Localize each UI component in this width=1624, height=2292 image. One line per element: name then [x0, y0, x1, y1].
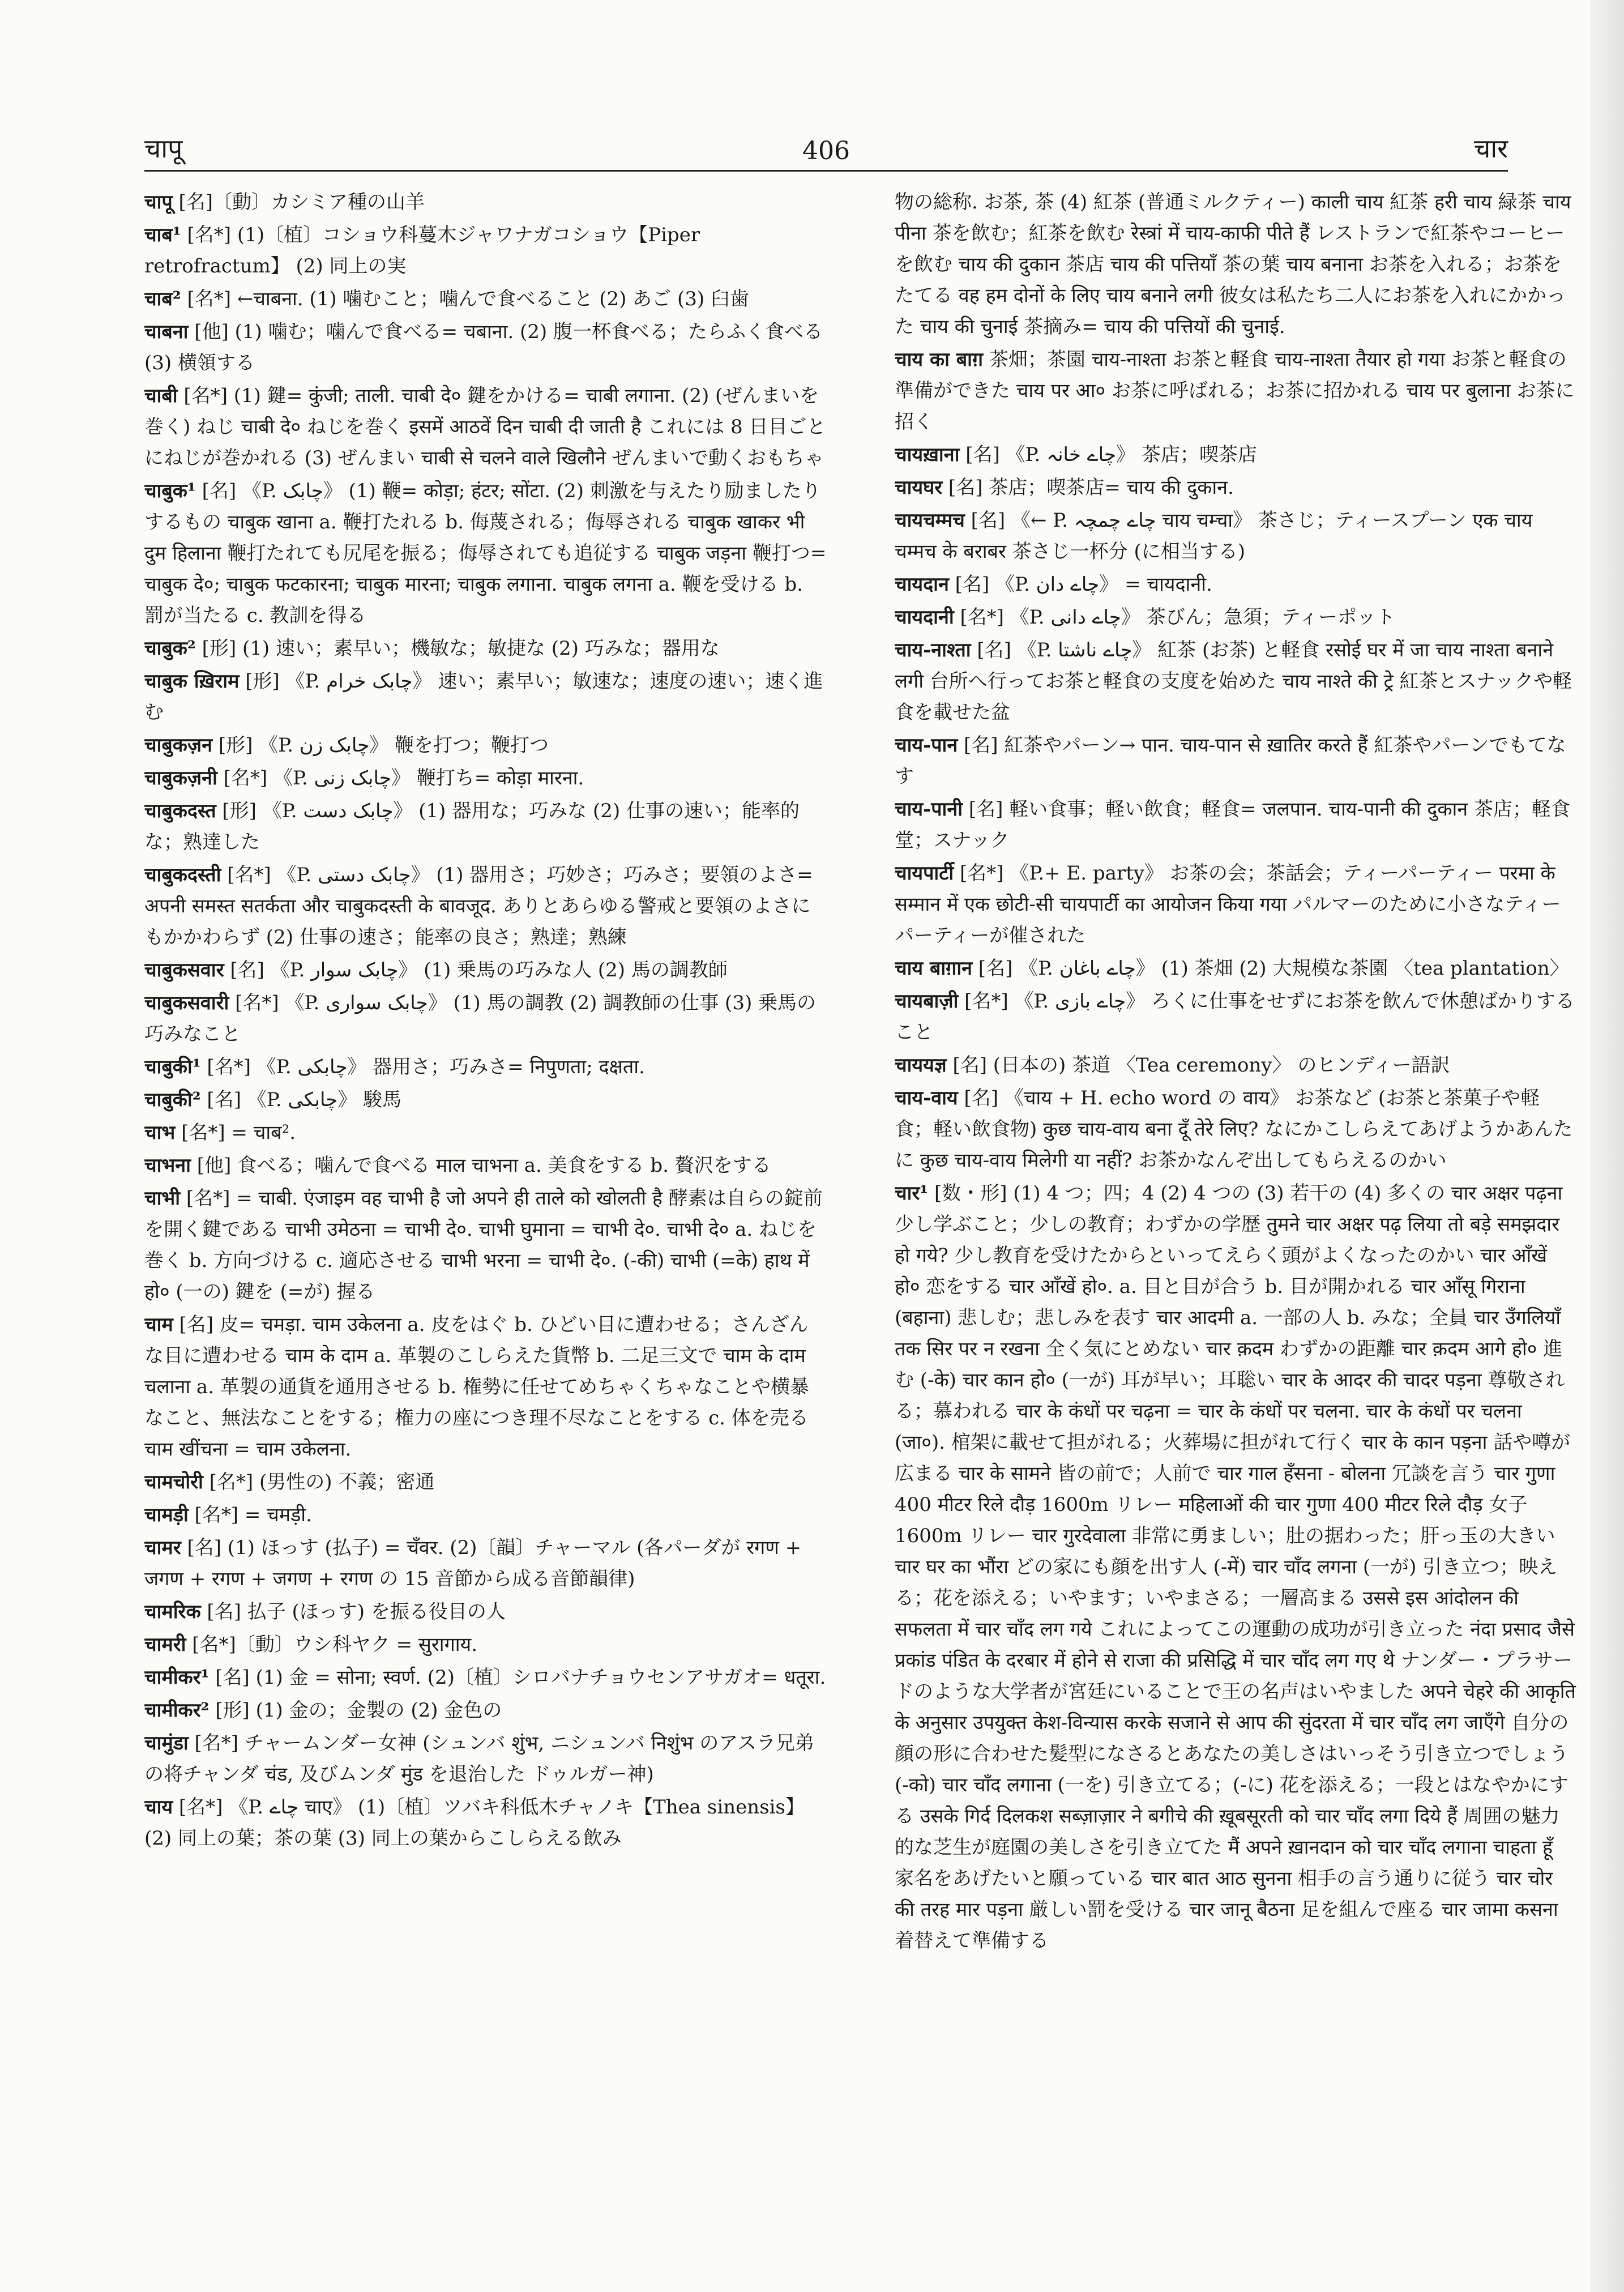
dictionary-entry	[144, 1150, 827, 1181]
entry-headword: चामड़ी	[144, 1504, 189, 1526]
dictionary-entry	[895, 472, 1577, 503]
entry-headword: चाबुकसवार	[144, 959, 224, 981]
entry-headword: चायबाज़ी	[895, 990, 959, 1013]
entry-definition: [名*] = चाब².	[175, 1121, 296, 1144]
entry-headword: चापू	[144, 191, 173, 214]
entry-definition: [名] 紅茶やパーン→ पान. चाय-पान से ख़ातिर करते हैं 紅茶やパーンでもてなす	[895, 734, 1566, 788]
dictionary-entry	[144, 1467, 827, 1498]
right-column	[895, 187, 1577, 2277]
dictionary-entry	[144, 1052, 827, 1083]
page-edge	[1590, 0, 1624, 2292]
dictionary-entry	[895, 1178, 1577, 1957]
entry-definition: [他] (1) 噛む；噛んで食べる= चबाना. (2) 腹一杯食べる；たらふく食べる (3) 横領する	[144, 321, 823, 374]
entry-definition: [名] (日本の) 茶道 〈Tea ceremony〉 のヒンディー語訳	[946, 1054, 1450, 1077]
dictionary-entry	[895, 953, 1577, 984]
entry-headword: चायदानी	[895, 606, 954, 629]
entry-definition: [名] 払子 (ほっす) を振る役目の人	[200, 1600, 506, 1623]
entry-headword: चाबुकज़नी	[144, 767, 217, 789]
dictionary-entry	[144, 860, 827, 953]
dictionary-entry	[895, 602, 1577, 633]
dictionary-entry	[144, 1085, 827, 1116]
entry-headword: चाय का बाग़	[895, 348, 984, 371]
entry-definition: [名] (1) ほっす (払子) = चँवर. (2)〔韻〕チャーマル (各パーダが रगण + जगण + रगण + जगण + रगण の 15 音節から成る音節韻律)	[144, 1536, 802, 1590]
page-number: 406	[802, 136, 850, 165]
entry-headword: चाबुकसवारी	[144, 992, 229, 1014]
entry-definition: [名] 《P. چاے باغان》 (1) 茶畑 (2) 大規模な茶園 〈tea plantation〉	[972, 957, 1569, 980]
entry-definition: [名] 《P. چاے ناشتا》 紅茶 (お茶) と軽食 रसोई घर में जा चाय नाश्ता बनाने लगी 台所へ行ってお茶と軽食の支度を始めた चाय नाश्ते की ट्रे 紅茶とスナックや軽食を載せた盆	[895, 639, 1572, 724]
entry-headword: चाबुक²	[144, 637, 196, 660]
dictionary-entry	[144, 763, 827, 794]
entry-definition: [名*] = चमड़ी.	[188, 1504, 312, 1526]
left-column	[144, 187, 827, 2277]
entry-headword: चायचम्मच	[895, 509, 965, 532]
dictionary-entry	[144, 633, 827, 664]
entry-headword: चामर	[144, 1536, 181, 1559]
entry-definition: [名] 《P. چابک سوار》 (1) 乗馬の巧みな人 (2) 馬の調教師	[224, 959, 728, 981]
entry-headword: चायपार्टी	[895, 862, 954, 885]
dictionary-entry	[895, 569, 1577, 600]
entry-definition: [名*] 《P. چابک زنی》 鞭打ち= कोड़ा मारना.	[217, 767, 584, 789]
dictionary-entry	[144, 220, 827, 282]
entry-headword: चायघर	[895, 476, 943, 499]
entry-headword: चामुंडा	[144, 1732, 189, 1755]
entry-definition: 物の総称. お茶, 茶 (4) 紅茶 (普通ミルクティー) काली चाय 紅茶 हरी चाय 緑茶 चाय पीना 茶を飲む；紅茶を飲む रेस्त्रां में चाय-काफी पीते हैं レストランで紅茶やコーヒーを飲む चाय की दुकान 茶店 चाय की पत्तियाँ 茶の葉 चाय बनाना お茶を入れる；お茶をたてる वह हम दोनों के लिए चाय बनाने लगी 彼女は私たち二人にお茶を入れにかかった चाय की चुनाई 茶摘み= चाय की पत्तियों की चुनाई.	[895, 191, 1571, 338]
entry-definition: [名*] チャームンダー女神 (シュンバ शुंभ, ニシュンバ निशुंभ のアスラ兄弟の将チャンダ चंड, 及びムンダ मुंड を退治した ドゥルガー神)	[144, 1732, 814, 1786]
dictionary-entry	[144, 187, 827, 218]
entry-headword: चाय	[144, 1796, 173, 1819]
dictionary-entry	[144, 476, 827, 631]
entry-headword: चाब¹	[144, 224, 181, 246]
entry-headword: चाबना	[144, 321, 189, 343]
entry-headword: चाबुक ख़िराम	[144, 670, 240, 693]
entry-headword: चाबुकदस्त	[144, 800, 216, 822]
dictionary-entry	[144, 666, 827, 728]
entry-definition: [形] 《P. چابک خرام》 速い；素早い；敏速な；速度の速い；速く進む	[144, 670, 823, 724]
entry-definition: [名*] (1)〔植〕コショウ科蔓木ジャワナガコショウ【Piper retrofractum】 (2) 同上の実	[144, 224, 700, 278]
entry-definition: [名]〔動〕カシミア種の山羊	[172, 191, 425, 214]
entry-definition: [他] 食べる；噛んで食べる माल चाभना a. 美食をする b. 贅沢をする	[190, 1154, 771, 1177]
dictionary-entry	[144, 955, 827, 986]
dictionary-entry	[144, 1117, 827, 1149]
entry-definition: [名*] 《P. چابکی》 器用さ；巧みさ= निपुणता; दक्षता.	[200, 1056, 645, 1078]
entry-definition: [形] 《P. چابک دست》 (1) 器用な；巧みな (2) 仕事の速い；能率的な；熟達した	[144, 800, 800, 853]
entry-definition: [名*] 《P. چاے دانی》 茶びん；急須；ティーポット	[954, 606, 1395, 629]
entry-headword: चायख़ाना	[895, 443, 960, 466]
entry-headword: चार¹	[895, 1182, 929, 1205]
dictionary-entry	[895, 794, 1577, 856]
entry-definition: [名] 《P. چابکی》 駿馬	[200, 1089, 402, 1111]
dictionary-entry	[895, 986, 1577, 1048]
entry-headword: चामीकर¹	[144, 1666, 210, 1689]
dictionary-entry	[895, 187, 1577, 343]
dictionary-entry	[144, 1309, 827, 1465]
entry-definition: [名*] 《P. چابک دستی》 (1) 器用さ；巧妙さ；巧みさ；要領のよさ= अपनी समस्त सतर्कता और चाबुकदस्ती के बावजूद. ありとあらゆる警戒と要領のよさにもかかわらず (2) 仕事の速さ；能率の良さ；熟達；熟練	[144, 864, 813, 949]
dictionary-entry	[895, 730, 1577, 792]
entry-headword: चाय-पान	[895, 734, 958, 757]
entry-definition: [名*] (1) 鍵= कुंजी; ताली. चाबी दे० 鍵をかける= चाबी लगाना. (2) (ぜんまいを巻く) ねじ चाबी दे० ねじを巻く इसमें आठवें दिन चाबी दी जाती है これには 8 日目ごとにねじが巻かれる (3) ぜんまい चाबी से चलने वाले खिलौने ぜんまいで動くおもちゃ	[144, 385, 826, 470]
entry-headword: चाबुकज़न	[144, 734, 213, 757]
entry-definition: 茶畑；茶園 चाय-नाश्ता お茶と軽食 चाय-नाश्ता तैयार हो गया お茶と軽食の準備ができた चाय पर आ० お茶に呼ばれる；お茶に招かれる चाय पर बुलाना お茶に招く	[895, 348, 1575, 433]
entry-headword: चाब²	[144, 288, 181, 310]
entry-headword: चाबुक¹	[144, 480, 196, 502]
entry-headword: चाबुकी²	[144, 1089, 201, 1111]
dictionary-entry	[144, 317, 827, 379]
dictionary-entry	[144, 730, 827, 761]
entry-definition: [名] 《P. چاے خانہ》 茶店；喫茶店	[959, 443, 1257, 466]
entry-definition: [名*]〔動〕ウシ科ヤク = सुरागाय.	[186, 1633, 478, 1656]
dictionary-entry	[144, 988, 827, 1050]
entry-headword: चाबुकी¹	[144, 1056, 201, 1078]
entry-definition: [名] 《← P. چاے چمچہ चाय चम्चा》 茶さじ；ティースプーン एक चाय चम्मच के बराबर 茶さじ一杯分 (に相当する)	[895, 509, 1533, 563]
entry-headword: चाययज्ञ	[895, 1054, 947, 1077]
dictionary-entry	[895, 1050, 1577, 1081]
dictionary-entry	[144, 1500, 827, 1531]
dictionary-entry	[895, 439, 1577, 471]
dictionary-entry	[144, 1695, 827, 1726]
entry-definition: [名] 《P. چاے دان》 = चायदानी.	[948, 573, 1212, 596]
entry-headword: चाभी	[144, 1187, 181, 1210]
entry-definition: [名*] 《P. چاے بازی》 ろくに仕事をせずにお茶を飲んで休憩ばかりすること	[895, 990, 1575, 1044]
dictionary-entry	[144, 381, 827, 474]
entry-headword: चाय-वाय	[895, 1087, 958, 1109]
entry-definition: [名] 茶店；喫茶店= चाय की दुकान.	[942, 476, 1234, 499]
entry-definition: [名] (1) 金 = सोना; स्वर्ण. (2)〔植〕シロバナチョウセンアサガオ= धतूरा.	[209, 1666, 826, 1689]
entry-definition: [名] 《चाय + H. echo word の वाय》 お茶など (お茶と茶菓子や軽食；軽い飲食物) कुछ चाय-वाय बना दूँ तेरे लिए? なにかこしらえてあげようかあんたに कुछ चाय-वाय मिलेगी या नहीं? お茶かなんぞ出してもらえるのかい	[895, 1087, 1573, 1172]
dictionary-entry	[895, 858, 1577, 951]
entry-headword: चाय-नाश्ता	[895, 639, 971, 661]
entry-headword: चामचोरी	[144, 1471, 203, 1493]
page-header	[144, 116, 1508, 172]
dictionary-entry	[144, 1728, 827, 1790]
dictionary-entry	[144, 284, 827, 315]
entry-headword: चामरी	[144, 1633, 186, 1656]
entry-headword: चाम	[144, 1313, 173, 1336]
entry-definition: [名*] 《P. چابک سواری》 (1) 馬の調教 (2) 調教師の仕事 (3) 乗馬の巧みなこと	[144, 992, 817, 1045]
entry-headword: चायदान	[895, 573, 949, 596]
entry-definition: [形] 《P. چابک زن》 鞭を打つ；鞭打つ	[212, 734, 549, 757]
entry-headword: चाभ	[144, 1121, 176, 1144]
entry-definition: [名*] (男性の) 不義；密通	[203, 1471, 435, 1493]
entry-headword: चाभना	[144, 1154, 191, 1177]
dictionary-entry	[144, 1183, 827, 1308]
dictionary-entry	[895, 505, 1577, 567]
entry-definition: [名*] 《P.+ E. party》 お茶の会；茶話会；ティーパーティー परमा के सम्मान में एक छोटी-सी चायपार्टी का आयोजन किया गया パルマーのために小さなティーパーティーが催された	[895, 862, 1561, 947]
dictionary-entry	[144, 1662, 827, 1693]
entry-definition: [形] (1) 速い；素早い；機敏な；敏捷な (2) 巧みな；器用な	[195, 637, 720, 660]
entry-headword: चामीकर²	[144, 1699, 210, 1722]
dictionary-entry	[895, 1083, 1577, 1176]
entry-definition: [名] 《P. چابک》 (1) 鞭= कोड़ा; हंटर; सोंटा. (2) 刺激を与えたり励ましたりするもの चाबुक खाना a. 鞭打たれる b. 侮蔑される；侮辱される चाबुक खाकर भी दुम हिलाना 鞭打たれても尻尾を振る；侮辱されても追従する चाबुक जड़ना 鞭打つ= चाबुक दे०; चाबुक फटकारना; चाबुक मारना; चाबुक लगाना. चाबुक लगना a. 鞭を受ける b. 罰が当たる c. 教訓を得る	[144, 480, 827, 627]
dictionary-entry	[895, 344, 1577, 438]
entry-definition: [数・形] (1) 4 つ；四；4 (2) 4 つの (3) 若干の (4) 多くの चार अक्षर पढ़ना 少し学ぶこと；少しの教育；わずかの学歴 तुमने चार अक्षर पढ़ लिया तो बड़े समझदार हो गये? 少し教育を受けたからといってえらく頭がよくなったのかい चार आँखें हो० 恋をする चार आँखें हो०. a. 目と目が合う b. 目が開かれる चार आँसू गिराना (बहाना) 悲しむ；悲しみを表す चार आदमी a. 一部の人 b. みな；全員 चार उँगलियाँ तक सिर पर न रखना 全く気にとめない चार क़दम わずかの距離 चार क़दम आगे हो० 進む (-के) चार कान हो० (一が) 耳が早い；耳聡い चार के आदर की चादर पड़ना 尊敬される；慕われる चार के कंधों पर चढ़ना = चार के कंधों पर चलना. चार के कंधों पर चलना (जा०). 棺架に載せて担がれる；火葬場に担がれて行く चार के कान पड़ना 話や噂が広まる चार के सामने 皆の前で；人前で चार गाल हँसना - बोलना 冗談を言う चार गुणा 400 मीटर रिले दौड़ 1600m リレー महिलाओं की चार गुणा 400 मीटर रिले दौड़ 女子 1600m リレー चार गुरदेवाला 非常に勇ましい；肚の据わった；肝っ玉の大きい चार घर का भौंरा どの家にも顔を出す人 (-में) चार चाँद लगना (一が) 引き立つ；映える；花を添える；いやます；いやまさる；一層高まる उससे इस आंदोलन की सफलता में चार चाँद लग गये これによってこの運動の成功が引き立った नंदा प्रसाद जैसे प्रकांड पंडित के दरबार में होने से राजा की प्रसिद्धि में चार चाँद लग गए थे ナンダー・プラサードのような大学者が宮廷にいることで王の名声はいやました अपने चेहरे की आकृति के अनुसार उपयुक्त केश-विन्यास करके सजाने से आप की सुंदरता में चार चाँद लग जाएँगे 自分の顔の形に合わせた髪型になさるとあなたの美しさはいっそう引き立つでしょう (-को) चार चाँद लगाना (一を) 引き立てる；(-に) 花を添える；一段とはなやかにする उसके गिर्द दिलकश सब्ज़ाज़ार ने बगीचे की ख़ूबसूरती को चार चाँद लगा दिये हैं 周囲の魅力的な芝生が庭園の美しさを引き立てた मैं अपने ख़ानदान को चार चाँद लगाना चाहता हूँ 家名をあげたいと願っている चार बात आठ सुनना 相手の言う通りに従う चार चोर की तरह मार पड़ना 厳しい罰を受ける चार जानू बैठना 足を組んで座る चार जामा कसना 着替えて準備する	[895, 1182, 1576, 1952]
guide-word-right: चार	[1474, 133, 1508, 164]
entry-headword: चामरिक	[144, 1600, 201, 1623]
entry-headword: चाय-पानी	[895, 798, 963, 821]
entry-definition: [名] 軽い食事；軽い飲食；軽食= जलपान. चाय-पानी की दुकान 茶店；軽食堂；スナック	[895, 798, 1570, 852]
entry-headword: चाबी	[144, 385, 178, 407]
dictionary-entry	[144, 1597, 827, 1628]
entry-headword: चाबुकदस्ती	[144, 864, 221, 886]
entry-definition: [名*] = चाबी. एंजाइम वह चाभी है जो अपने ही ताले को खोलती है 酵素は自らの錠前を開く鍵である चाभी उमेठना = चाभी दे०. चाभी घुमाना = चाभी दे०. चाभी दे० a. ねじを巻く b. 方向づける c. 適応させる चाभी भरना = चाभी दे०. (-की) चाभी (=के) हाथ में हो० (一の) 鍵を (=が) 握る	[144, 1187, 823, 1303]
dictionary-entry	[144, 1533, 827, 1595]
entry-definition: [形] (1) 金の；金製の (2) 金色の	[209, 1699, 502, 1722]
dictionary-entry	[144, 1629, 827, 1661]
entry-definition: [名*] 《P. چاے चाए》 (1)〔植〕ツバキ科低木チャノキ【Thea sinensis】 (2) 同上の葉；茶の葉 (3) 同上の葉からこしらえる飲み	[144, 1796, 805, 1850]
dictionary-entry	[144, 796, 827, 858]
entry-headword: चाय बाग़ान	[895, 957, 972, 980]
dictionary-entry	[895, 635, 1577, 728]
entry-definition: [名] 皮= चमड़ा. चाम उकेलना a. 皮をはぐ b. ひどい目に遭わせる；さんざんな目に遭わせる चाम के दाम a. 革製のこしらえた貨幣 b. 二足三文で चाम के दाम चलाना a. 革製の通貨を通用させる b. 権勢に任せてめちゃくちゃなことや横暴なこと、無法なことをする；権力の座につき理不尽なことをする c. 体を売る चाम खींचना = चाम उकेलना.	[144, 1313, 810, 1461]
guide-word-left: चापू	[144, 133, 183, 164]
entry-definition: [名*] ←चाबना. (1) 噛むこと；噛んで食べること (2) あご (3) 臼歯	[181, 288, 749, 310]
dictionary-entry	[144, 1792, 827, 1854]
